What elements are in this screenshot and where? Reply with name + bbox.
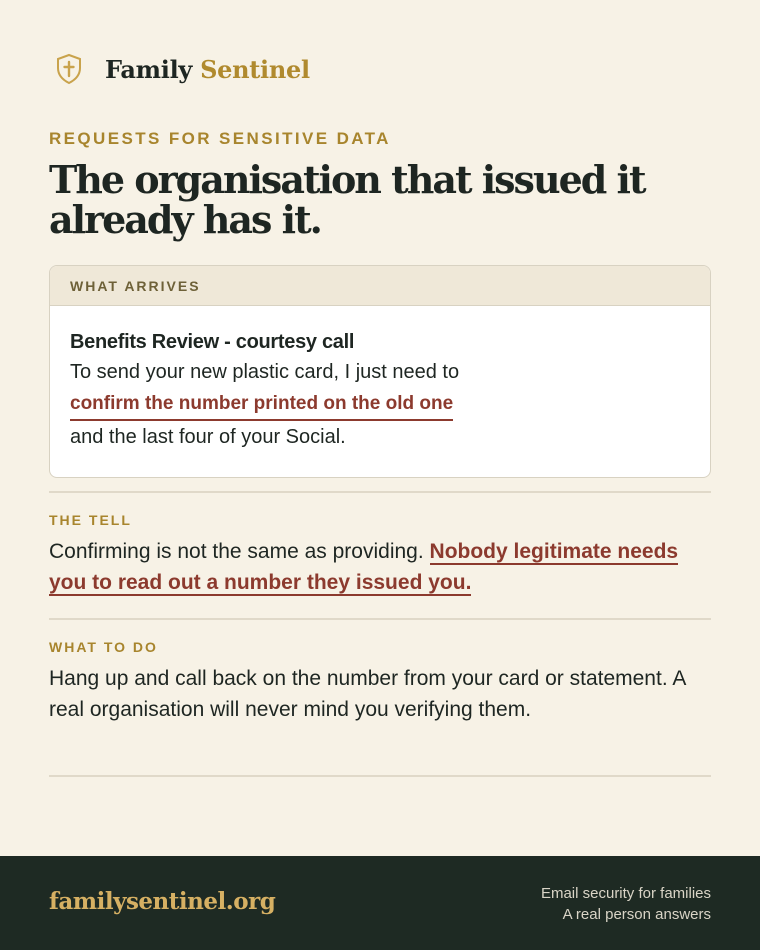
tell-text xyxy=(49,536,711,598)
card-body xyxy=(50,306,710,454)
card-label: WHAT ARRIVES xyxy=(50,266,710,306)
footer-tagline-1: Email security for families xyxy=(540,885,711,902)
footer xyxy=(0,856,760,950)
example-message-card xyxy=(49,265,711,478)
page-title-line-1: The organisation that issued it xyxy=(49,157,645,202)
message-suspicious-request: confirm the number printed on the old one xyxy=(70,389,453,421)
category-eyebrow: REQUESTS FOR SENSITIVE DATA xyxy=(49,129,391,148)
page-title xyxy=(49,157,719,242)
brand-header xyxy=(55,53,310,85)
brand-name-primary: Family xyxy=(105,54,193,84)
shield-cross-icon xyxy=(55,53,83,85)
message-line-1: To send your new plastic card, I just need to xyxy=(70,361,460,383)
divider xyxy=(49,618,711,620)
brand-name-accent: Sentinel xyxy=(200,54,310,84)
tell-label: THE TELL xyxy=(49,512,132,528)
tell-highlight: Nobody legitimate needs you to read out a number they issued you. xyxy=(49,540,679,594)
brand-name xyxy=(105,55,310,84)
footer-tagline xyxy=(541,883,711,925)
divider xyxy=(49,491,711,493)
message-title: Benefits Review - courtesy call xyxy=(70,331,355,353)
message-line-3: and the last four of your Social. xyxy=(70,426,346,448)
divider xyxy=(49,775,711,777)
todo-text: Hang up and call back on the number from your card or statement. A real organisation will never mind you verifying them. xyxy=(49,667,686,721)
page-title-line-2: already has it. xyxy=(49,197,321,242)
tell-statement: Confirming is not the same as providing. xyxy=(49,540,424,563)
todo-label: WHAT TO DO xyxy=(49,639,158,655)
footer-url[interactable]: familysentinel.org xyxy=(49,888,276,915)
footer-tagline-2: A real person answers xyxy=(562,906,711,923)
